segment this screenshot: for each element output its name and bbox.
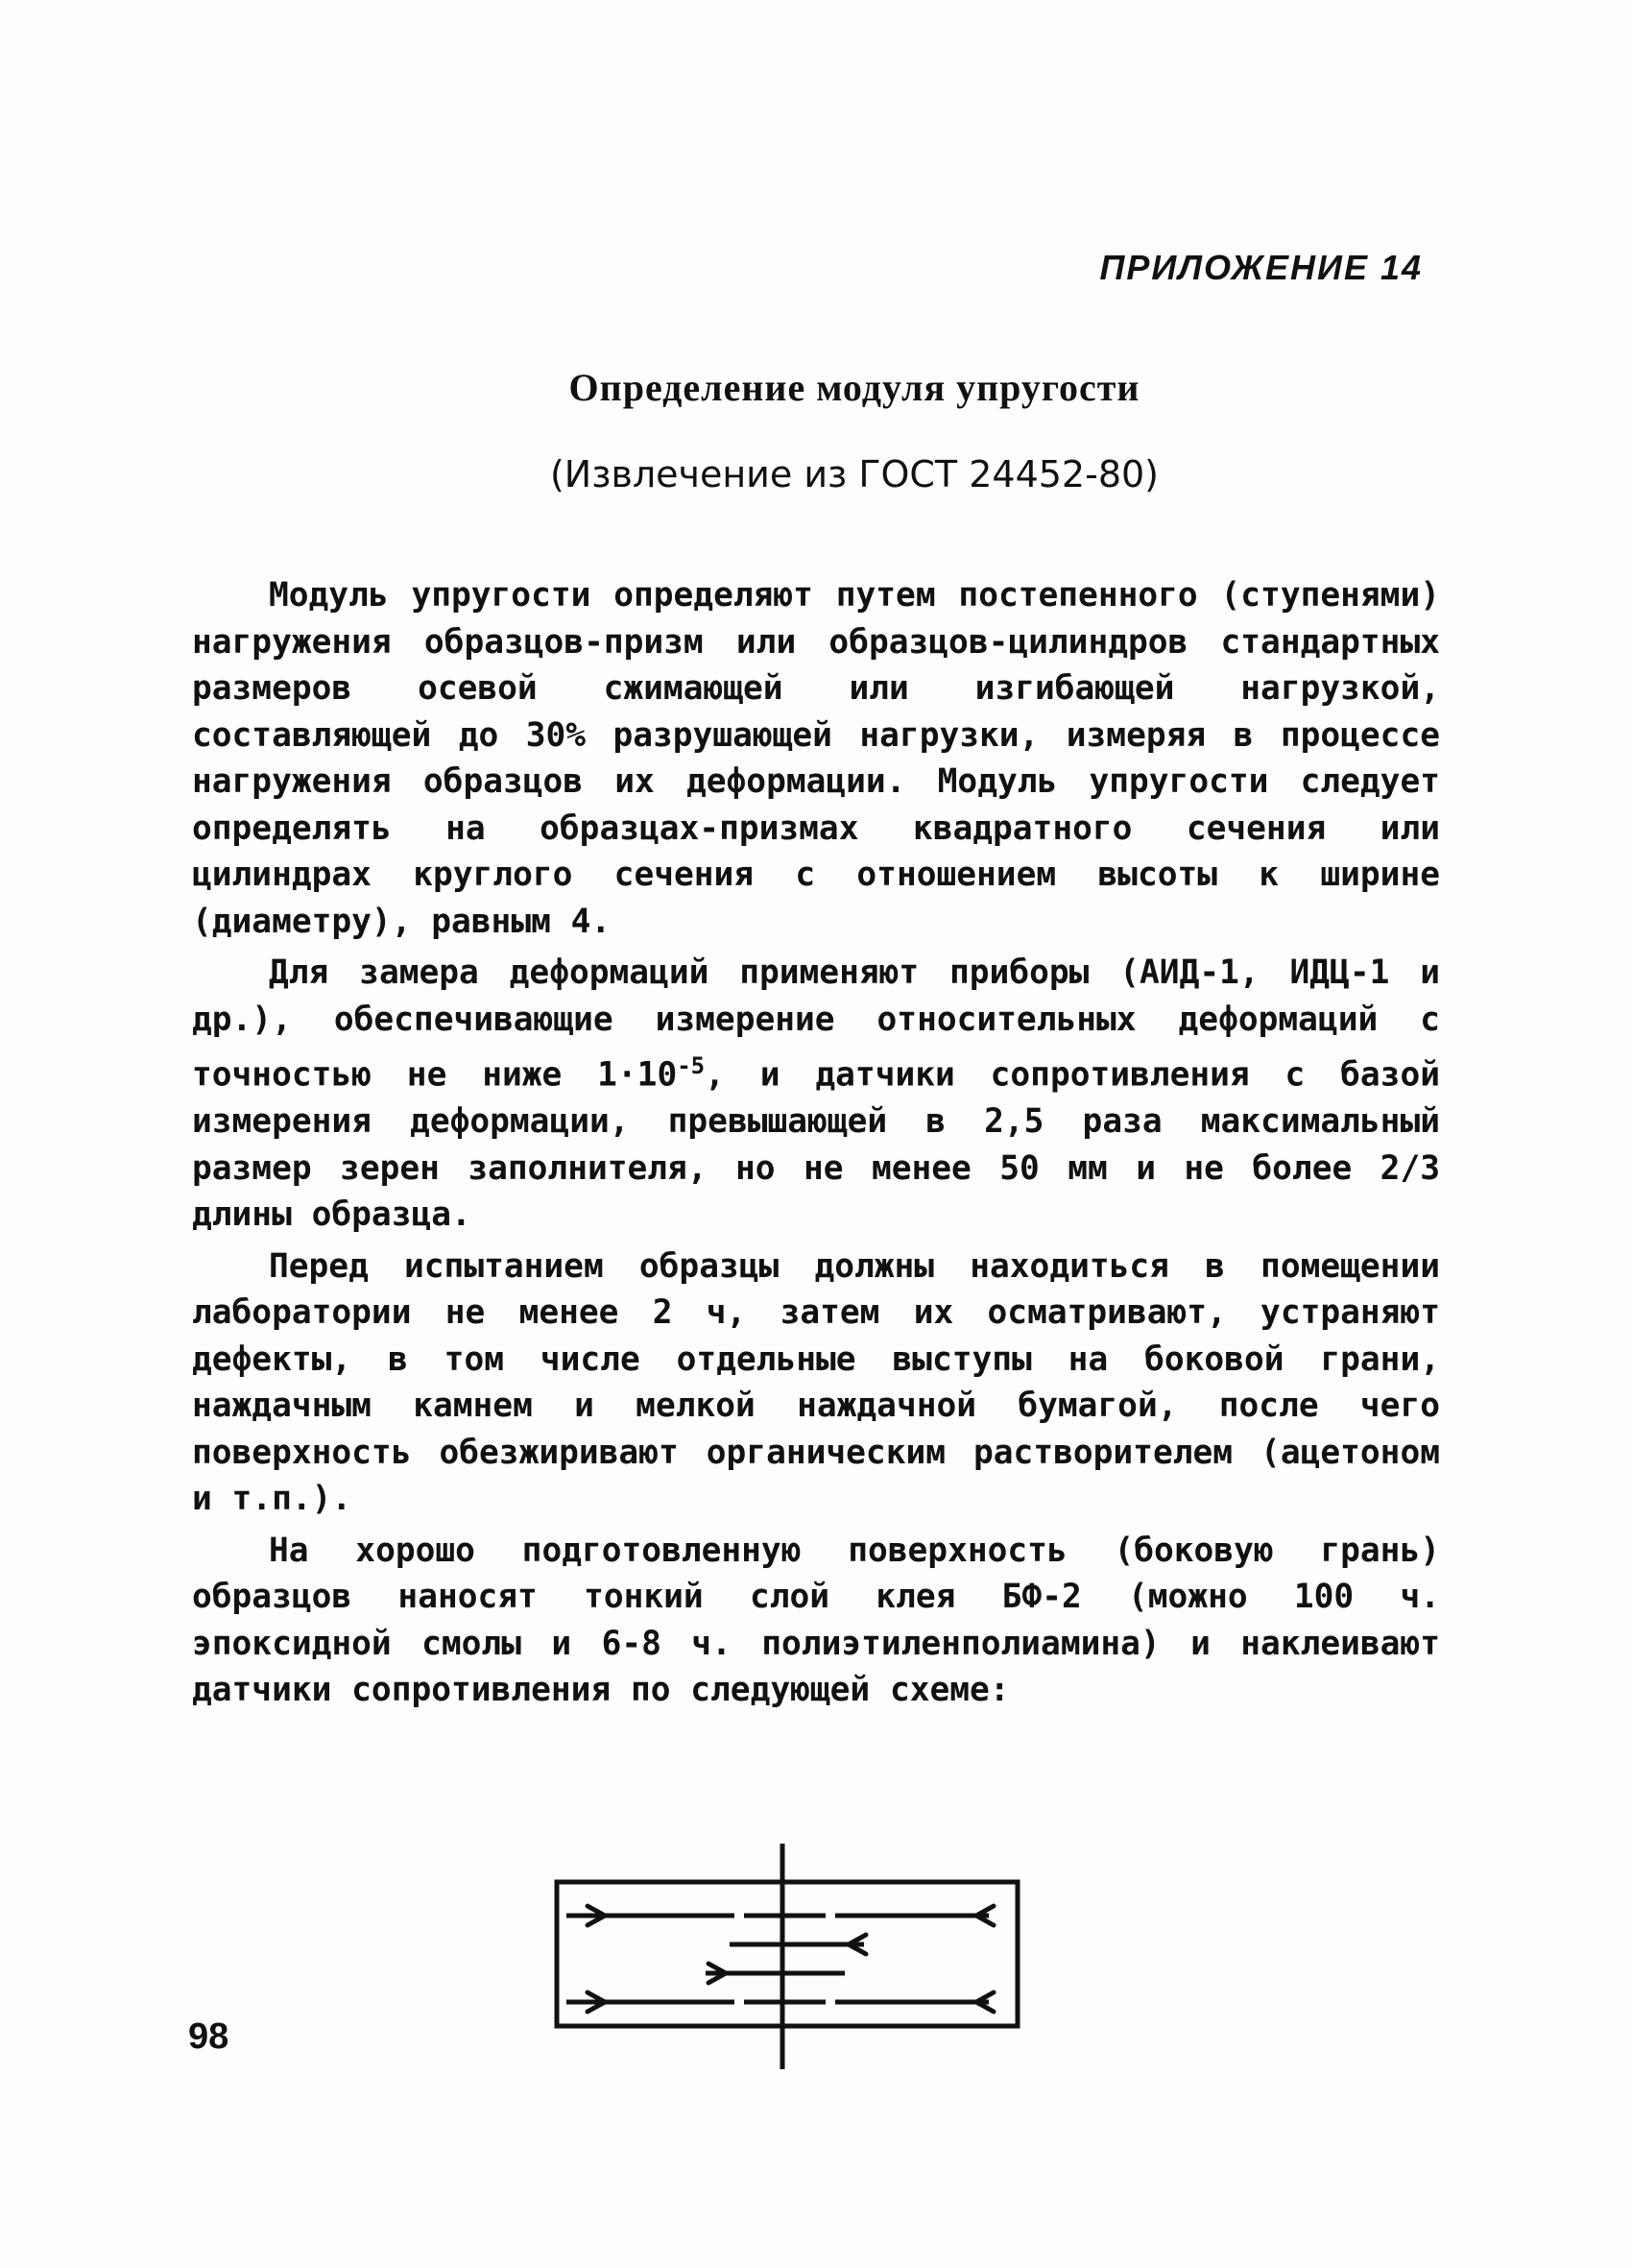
page-subtitle: (Извлечение из ГОСТ 24452-80) <box>549 453 1159 495</box>
exponent: -5 <box>677 1052 706 1079</box>
paragraph-2-text-end: , и датчики сопротивления с базой измерения деформации, превышающей в 2,5 раза максимальный размер зерен заполнителя, но не менее 50 мм и не более 2/3 длины образца. <box>192 1055 1440 1234</box>
appendix-heading: ПРИЛОЖЕНИЕ 14 <box>1099 248 1423 287</box>
body-text <box>192 572 1440 1719</box>
strain-gauge-scheme-diagram <box>538 1844 1037 2074</box>
paragraph-3: Перед испытанием образцы должны находиться в помещении лаборатории не менее 2 ч, затем их осматривают, устраняют дефекты, в том числе отдельные выступы на боковой грани, наждачным камнем и мелкой наждачной бумагой, после чего поверхность обезжиривают органическим растворителем (ацетоном и т.п.). <box>192 1246 1440 1518</box>
paragraph-2 <box>192 950 1440 1239</box>
page-title: Определение модуля упругости <box>568 366 1140 409</box>
page-number: 98 <box>188 2016 229 2057</box>
paragraph-2-text-start: Для замера деформаций применяют приборы (АИД-1, ИДЦ-1 и др.), обеспечивающие измерение относительных деформаций с точностью не ниже 1·10 <box>192 953 1440 1095</box>
paragraph-1: Модуль упругости определяют путем постепенного (ступенями) нагружения образцов-призм или образцов-цилиндров стандартных размеров осевой сжимающей или изгибающей нагрузкой, составляющей до 30% разрушающей нагрузки, измеряя в процессе нагружения образцов их деформации. Модуль упругости следует определять на образцах-призмах квадратного сечения или цилиндрах круглого сечения с отношением высоты к ширине (диаметру), равным 4. <box>192 576 1440 941</box>
paragraph-4: На хорошо подготовленную поверхность (боковую грань) образцов наносят тонкий слой клея БФ-2 (можно 100 ч. эпоксидной смолы и 6-8 ч. полиэтиленполиамина) и наклеивают датчики сопротивления по следующей схеме: <box>192 1531 1440 1709</box>
